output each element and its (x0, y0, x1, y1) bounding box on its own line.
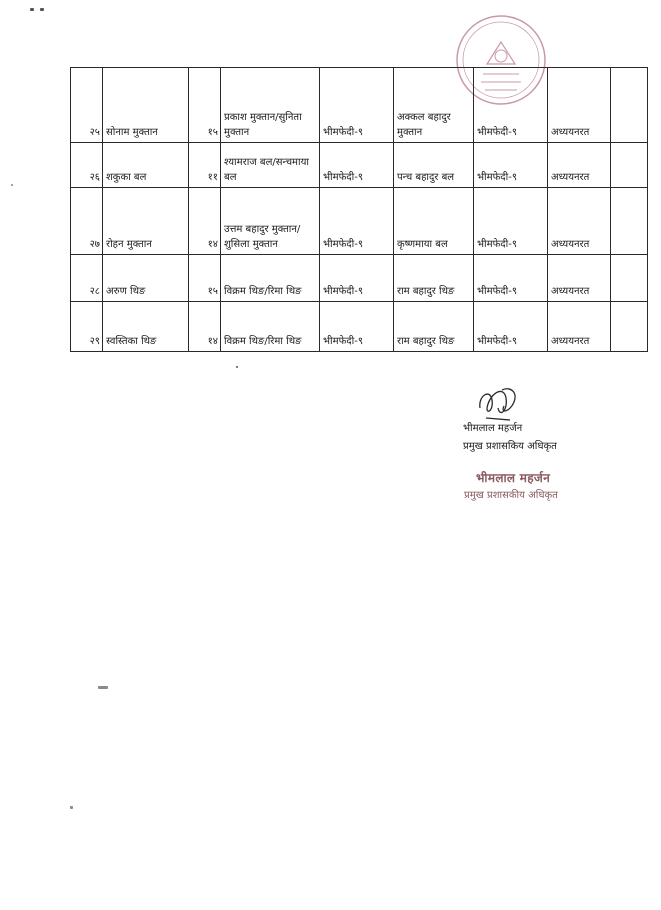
remarks-cell (611, 188, 648, 255)
study-status-cell: अध्ययनरत (548, 143, 611, 188)
scan-speck (30, 8, 34, 11)
serial-number-cell: २५ (71, 68, 103, 143)
parents-name-cell: विक्रम थिङ/रिमा थिङ (221, 302, 320, 352)
study-status-cell: अध्ययनरत (548, 68, 611, 143)
guardian-address-cell: भीमफेदी-९ (474, 255, 548, 302)
study-status-cell: अध्ययनरत (548, 255, 611, 302)
remarks-cell (611, 143, 648, 188)
scan-speck (236, 366, 238, 368)
age-cell: १४ (189, 302, 221, 352)
scan-speck (11, 184, 13, 186)
seal-title: प्रमुख प्रशासकीय अधिकृत (464, 490, 558, 501)
parents-name-cell: श्यामराज बल/सन्चमाया बल (221, 143, 320, 188)
guardian-name-cell: राम बहादुर थिङ (394, 255, 474, 302)
student-name-cell: अरुण थिङ (103, 255, 189, 302)
serial-number-cell: २८ (71, 255, 103, 302)
student-name-cell: रोहन मुक्तान (103, 188, 189, 255)
guardian-address-cell: भीमफेदी-९ (474, 143, 548, 188)
serial-number-cell: २७ (71, 188, 103, 255)
signatory-name: भीमलाल महर्जन (463, 423, 523, 434)
student-name-cell: स्वस्तिका थिङ (103, 302, 189, 352)
student-name-cell: सोनाम मुक्तान (103, 68, 189, 143)
guardian-address-cell: भीमफेदी-९ (474, 68, 548, 143)
remarks-cell (611, 302, 648, 352)
age-cell: १५ (189, 68, 221, 143)
scan-speck (98, 686, 108, 689)
guardian-address-cell: भीमफेदी-९ (474, 302, 548, 352)
guardian-address-cell: भीमफेदी-९ (474, 188, 548, 255)
student-name-cell: शकुका बल (103, 143, 189, 188)
table-row (71, 188, 648, 255)
seal-name: भीमलाल महर्जन (476, 471, 551, 485)
signatory-title: प्रमुख प्रशासकिय अधिकृत (463, 441, 557, 452)
table-row (71, 68, 648, 143)
parents-name-cell: प्रकाश मुक्तान/सुनिता मुक्तान (221, 68, 320, 143)
age-cell: १५ (189, 255, 221, 302)
student-records-table (70, 67, 648, 352)
address-cell: भीमफेदी-९ (320, 302, 394, 352)
address-cell: भीमफेदी-९ (320, 255, 394, 302)
study-status-cell: अध्ययनरत (548, 188, 611, 255)
serial-number-cell: २६ (71, 143, 103, 188)
address-cell: भीमफेदी-९ (320, 188, 394, 255)
guardian-name-cell: राम बहादुर थिङ (394, 302, 474, 352)
age-cell: १४ (189, 188, 221, 255)
guardian-name-cell: अक्कल बहादुर मुक्तान (394, 68, 474, 143)
parents-name-cell: उत्तम बहादुर मुक्तान/शुसिला मुक्तान (221, 188, 320, 255)
age-cell: ११ (189, 143, 221, 188)
handwritten-signature (470, 378, 530, 426)
table-row (71, 255, 648, 302)
serial-number-cell: २९ (71, 302, 103, 352)
address-cell: भीमफेदी-९ (320, 143, 394, 188)
table-row (71, 302, 648, 352)
guardian-name-cell: कृष्णमाया बल (394, 188, 474, 255)
guardian-name-cell: पन्च बहादुर बल (394, 143, 474, 188)
scan-speck (70, 806, 73, 809)
remarks-cell (611, 68, 648, 143)
table-row (71, 143, 648, 188)
parents-name-cell: विक्रम थिङ/रिमा थिङ (221, 255, 320, 302)
address-cell: भीमफेदी-९ (320, 68, 394, 143)
scan-speck (40, 8, 44, 11)
study-status-cell: अध्ययनरत (548, 302, 611, 352)
remarks-cell (611, 255, 648, 302)
